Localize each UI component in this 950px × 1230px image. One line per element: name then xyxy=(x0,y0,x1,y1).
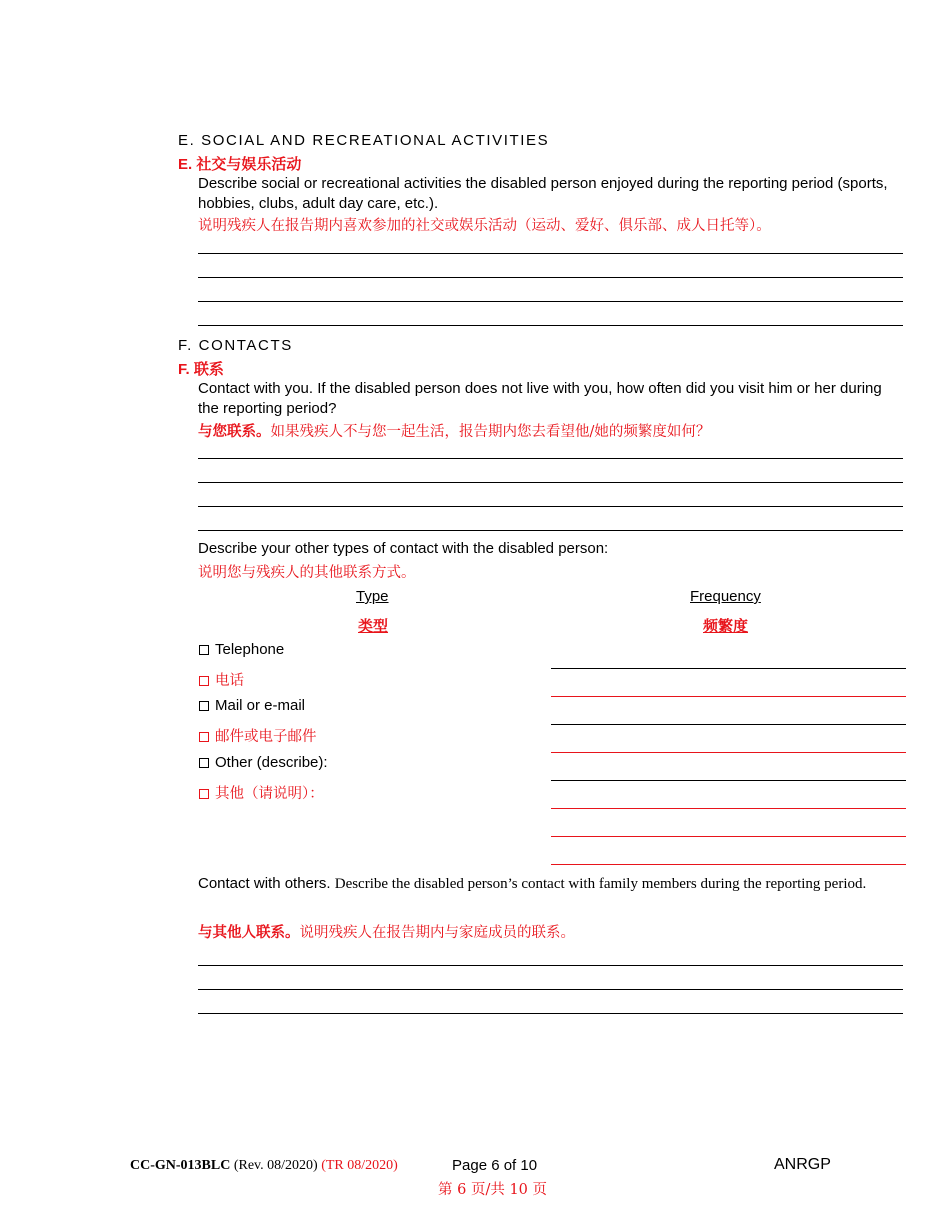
other-label-zh: 其他（请说明）： xyxy=(215,786,324,802)
section-e-description: Describe social or recreational activities the disabled person enjoyed during the reporting period (sports, hobbies, clubs, adult day care, etc.). xyxy=(198,175,888,212)
frequency-line[interactable] xyxy=(551,724,906,725)
telephone-label: Telephone xyxy=(215,641,285,658)
other-checkbox[interactable] xyxy=(199,758,209,768)
frequency-line-zh[interactable] xyxy=(551,752,906,753)
mail-checkbox-zh[interactable] xyxy=(199,732,209,742)
answer-line[interactable] xyxy=(198,253,903,254)
mail-label: Mail or e-mail xyxy=(215,697,306,714)
footer-page: Page 6 of 10 xyxy=(452,1157,538,1174)
frequency-line[interactable] xyxy=(551,780,906,781)
other-option-zh[interactable] xyxy=(199,782,324,803)
mail-label-zh: 邮件或电子邮件 xyxy=(215,729,317,745)
contact-you-zh-text: 如果残疾人不与您一起生活，报告期内您去看望他/她的频繁度如何？ xyxy=(270,424,711,440)
mail-checkbox[interactable] xyxy=(199,701,209,711)
answer-line[interactable] xyxy=(198,989,903,990)
telephone-option-zh[interactable] xyxy=(199,669,244,690)
contact-others-question-zh xyxy=(198,921,575,942)
answer-line[interactable] xyxy=(198,965,903,966)
frequency-line-zh[interactable] xyxy=(551,836,906,837)
contact-others-text: Describe the disabled person’s contact with family members during the reporting period. xyxy=(334,876,867,892)
answer-line[interactable] xyxy=(198,301,903,302)
other-types-prompt-zh: 说明您与残疾人的其他联系方式。 xyxy=(198,565,416,581)
telephone-checkbox[interactable] xyxy=(199,645,209,655)
answer-line[interactable] xyxy=(198,458,903,459)
frequency-line-zh[interactable] xyxy=(551,864,906,865)
section-f-title-zh: F. 联系 xyxy=(178,361,224,378)
section-e-title: E. SOCIAL AND RECREATIONAL ACTIVITIES xyxy=(178,132,550,149)
contact-you-zh-bold: 与您联系。 xyxy=(198,423,271,440)
other-checkbox-zh[interactable] xyxy=(199,789,209,799)
other-types-prompt: Describe your other types of contact with the disabled person: xyxy=(198,540,609,557)
column-header-frequency: Frequency xyxy=(690,588,761,605)
contact-you-question: Contact with you. If the disabled person does not live with you, how often did you visit him or her during the reporting period? xyxy=(198,380,882,417)
telephone-label-zh: 电话 xyxy=(215,673,244,689)
contact-others-zh-bold: 与其他人联系。 xyxy=(198,924,300,941)
footer-form-info xyxy=(130,1158,398,1174)
frequency-line-zh[interactable] xyxy=(551,808,906,809)
section-e-title-zh: E. 社交与娱乐活动 xyxy=(178,156,302,173)
other-option[interactable] xyxy=(199,754,328,771)
answer-line[interactable] xyxy=(198,506,903,507)
frequency-line[interactable] xyxy=(551,668,906,669)
section-e-description-zh: 说明残疾人在报告期内喜欢参加的社交或娱乐活动（运动、爱好、俱乐部、成人日托等）。 xyxy=(198,218,771,234)
telephone-option[interactable] xyxy=(199,641,284,658)
footer-form-id: CC-GN-013BLC xyxy=(130,1158,231,1173)
mail-option-zh[interactable] xyxy=(199,725,317,746)
answer-line[interactable] xyxy=(198,482,903,483)
footer-rev: (Rev. 08/2020) xyxy=(233,1158,318,1173)
answer-line[interactable] xyxy=(198,277,903,278)
section-f-title: F. CONTACTS xyxy=(178,337,293,354)
telephone-checkbox-zh[interactable] xyxy=(199,676,209,686)
other-label: Other (describe): xyxy=(215,754,328,771)
answer-line[interactable] xyxy=(198,530,903,531)
column-header-frequency-zh: 频繁度 xyxy=(703,618,749,635)
contact-others-lead: Contact with others. xyxy=(198,875,331,892)
contact-others-question xyxy=(198,874,908,894)
footer-code: ANRGP xyxy=(774,1156,831,1173)
frequency-line-zh[interactable] xyxy=(551,696,906,697)
contact-others-zh-text: 说明残疾人在报告期内与家庭成员的联系。 xyxy=(299,925,575,941)
answer-line[interactable] xyxy=(198,325,903,326)
footer-tr: (TR 08/2020) xyxy=(321,1158,398,1173)
contact-you-question-zh xyxy=(198,420,710,441)
answer-line[interactable] xyxy=(198,1013,903,1014)
mail-option[interactable] xyxy=(199,697,305,714)
column-header-type-zh: 类型 xyxy=(358,618,389,635)
column-header-type: Type xyxy=(356,588,389,605)
footer-page-zh: 第 6 页/共 10 页 xyxy=(438,1182,547,1198)
